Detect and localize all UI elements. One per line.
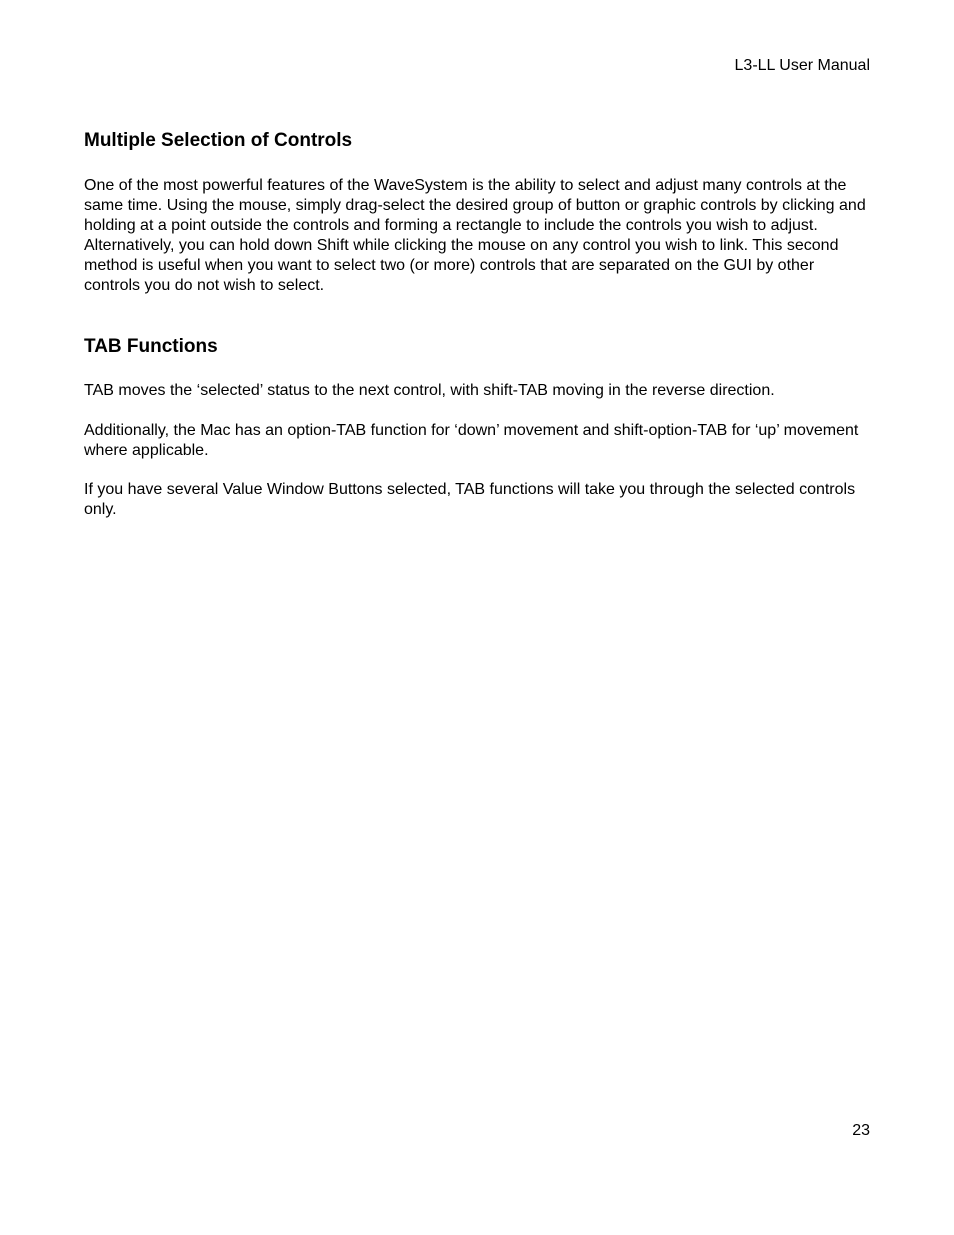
- paragraph-tab-moves: TAB moves the ‘selected’ status to the next control, with shift-TAB moving in the reverse direction.: [84, 382, 775, 399]
- section-heading-tab-functions: TAB Functions: [84, 336, 218, 357]
- paragraph-value-window-buttons: If you have several Value Window Buttons selected, TAB functions will take you through the selected controls only.: [84, 481, 856, 518]
- section-heading-multiple-selection: Multiple Selection of Controls: [84, 130, 353, 151]
- paragraph-mac-option-tab: Additionally, the Mac has an option-TAB function for ‘down’ movement and shift-option-TAB for ‘up’ movement where applicable.: [84, 422, 859, 459]
- page-body: [84, 129, 870, 520]
- paragraph-multiple-selection: One of the most powerful features of the WaveSystem is the ability to select and adjust many controls at the same time. Using the mouse, simply drag-select the desired group of button or graphic controls by clicking and holding at a point outside the controls and forming a rectangle to include the controls you wish to adjust. Alternatively, you can hold down Shift while clicking the mouse on any control you wish to link. This second method is useful when you want to select two (or more) controls that are separated on the GUI by other controls you do not wish to select.: [84, 177, 866, 294]
- page-number: 23: [852, 1122, 870, 1139]
- running-header: L3-LL User Manual: [734, 57, 870, 74]
